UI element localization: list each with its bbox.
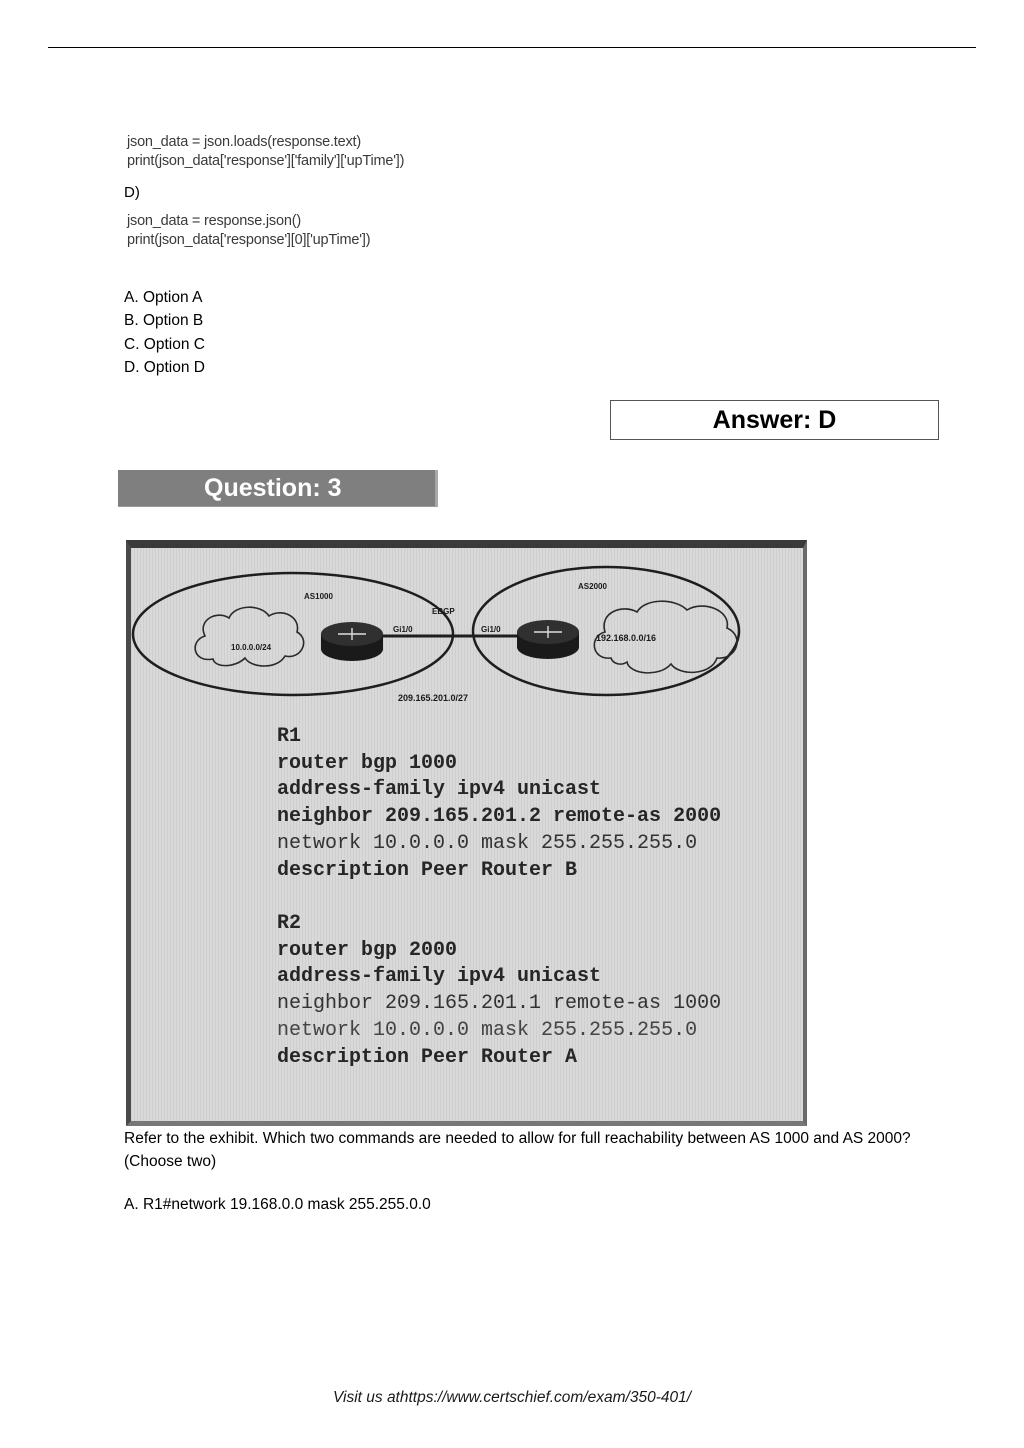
ebgp-label: EBGP — [432, 607, 455, 616]
config-line: router bgp 2000 — [277, 938, 458, 962]
answer-options — [124, 286, 205, 379]
option-d: D. Option D — [124, 358, 205, 376]
router-r1-icon — [321, 622, 383, 661]
header-rule — [48, 47, 976, 48]
config-line: network 10.0.0.0 mask 255.255.255.0 — [277, 1018, 698, 1042]
r1-port-label: Gi1/0 — [393, 625, 413, 634]
config-line: neighbor 209.165.201.1 remote-as 1000 — [277, 992, 722, 1016]
r2-port-label: Gi1/0 — [481, 625, 501, 634]
option-a: A. Option A — [124, 289, 203, 306]
option-c: C. Option C — [124, 335, 205, 353]
as-left-label: AS1000 — [304, 592, 333, 601]
link-network-label: 209.165.201.0/27 — [398, 693, 469, 703]
code-snippet-option-c — [127, 133, 404, 171]
code-line: json_data = response.json() — [127, 213, 301, 229]
config-line: network 10.0.0.0 mask 255.255.255.0 — [277, 831, 698, 855]
exhibit-image — [126, 540, 807, 1126]
answer-option-a: A. R1#network 19.168.0.0 mask 255.255.0.0 — [124, 1196, 431, 1213]
config-line: address-family ipv4 unicast — [277, 778, 602, 802]
right-network-label: 192.168.0.0/16 — [596, 633, 657, 643]
config-line: neighbor 209.165.201.2 remote-as 2000 — [277, 805, 722, 829]
answer-box: Answer: D — [610, 400, 939, 440]
config-line: R2 — [277, 912, 302, 935]
cloud-icon — [195, 607, 304, 666]
config-line: router bgp 1000 — [277, 751, 458, 775]
config-line: description Peer Router A — [277, 1045, 578, 1069]
footer-link-text: Visit us athttps://www.certschief.com/exam/350-401/ — [332, 1389, 692, 1406]
question-heading: Question: 3 — [118, 470, 438, 507]
config-line: R1 — [277, 725, 302, 748]
option-b: B. Option B — [124, 312, 204, 330]
router-r2-icon — [517, 620, 579, 659]
as1000-boundary — [133, 573, 453, 695]
code-snippet-option-d — [127, 212, 370, 250]
r1-config — [277, 724, 721, 884]
config-line: address-family ipv4 unicast — [277, 965, 602, 989]
r2-config — [277, 911, 721, 1071]
code-line: print(json_data['response'][0]['upTime']) — [127, 232, 371, 248]
option-d-label: D) — [124, 184, 140, 201]
config-line: description Peer Router B — [277, 858, 578, 882]
question-text: Refer to the exhibit. Which two commands are needed to allow for full reachability between AS 1000 and AS 2000? (Choose two) — [124, 1130, 911, 1171]
left-network-label: 10.0.0.0/24 — [231, 643, 272, 652]
as-right-label: AS2000 — [578, 582, 607, 591]
code-line: print(json_data['response']['family']['upTime']) — [127, 153, 405, 169]
code-line: json_data = json.loads(response.text) — [127, 134, 362, 150]
